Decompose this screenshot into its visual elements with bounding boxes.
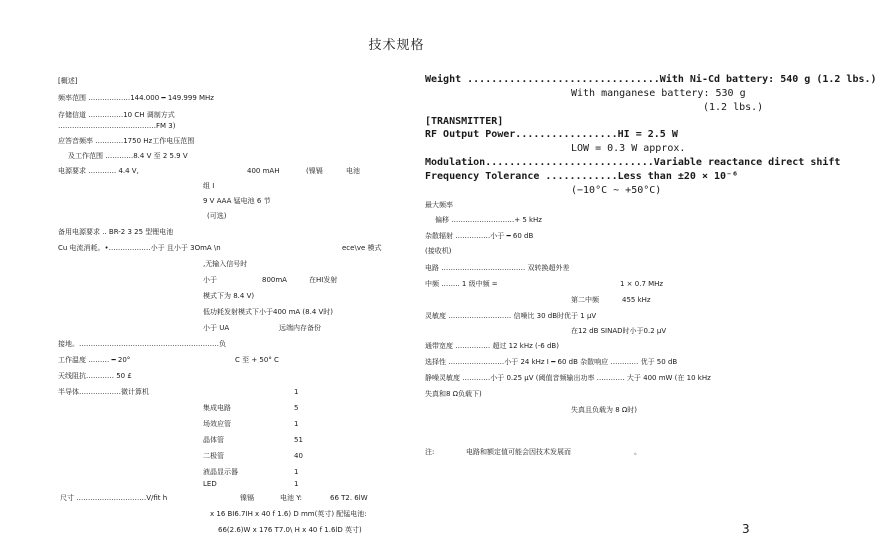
fet-count: 1 [294,420,299,428]
modulation-type: ……………………………………FM 3) [58,122,176,130]
dim-manganese: 66(2.6)W x 176 T7.0\ H x 40 f 1.6lD 英寸) [218,526,362,534]
semiconductors: 半导体………………微计算机 [58,388,149,396]
ground: 接地。……………………………………………………负 [58,340,226,348]
sensitivity: 灵敏度 ……………………… 信噪比 30 dB时优于 1 μV [425,312,597,320]
microcomputer-count: 1 [294,388,299,396]
if-first: 中频 …….. 1 级中频 = [425,280,498,288]
led-count: 1 [294,480,299,488]
rf-output-low: LOW = 0.3 W approx. [571,143,686,154]
page-number: 3 [742,522,750,536]
operating-temp: 工作温度 ……… ━ 20° [58,356,131,364]
operating-voltage: 及工作范围 …………8.4 V 至 2 5.9 V [68,152,188,160]
current-drain: Cu 电流消耗。•………………小于 且小于 3OmA \n [58,244,221,252]
diode-count: 40 [294,452,303,460]
max-deviation: 最大频率 [425,201,453,209]
standby-ua: 小于 UA [203,324,230,332]
power-requirement: 电源要求 ………… 4.4 V, [58,167,139,175]
tone-frequency: 应答音频率 …………1750 Hz工作电压范围 [58,137,195,145]
ic-count: 5 [294,404,299,412]
receiver-heading: (接收机) [425,247,452,255]
note-label: 注: [425,448,435,456]
modulation-line: Modulation............................Variable reactance direct shift [425,157,841,168]
distortion-load-2: 失真且负载为 8 Ω时) [571,406,637,414]
power-battery: 电池 [346,167,360,175]
transmitter-heading: [TRANSMITTER] [425,116,504,127]
power-nicd: (镍镉 [306,167,323,175]
antenna-impedance: 天线阻抗………… 50 £ [58,372,132,380]
dim-values: 66 T2. 6lW [330,494,368,502]
fet-label: 场效应管 [203,420,231,428]
power-capacity: 400 mAH [247,167,280,175]
page-title: 技术规格 [368,38,425,53]
dim-mm: x 16 BI6.7IH x 40 f 1.6) D mm(英寸) 配锰电池: [210,510,367,518]
dimensions: 尺寸 …………………………V/fit h [60,494,168,502]
selectivity: 选择性 ……………………小于 24 kHz I ━ 60 dB 杂散响应 ………… 优于 50 dB [425,358,678,366]
tolerance-temp: (−10°C ~ +50°C) [571,185,662,196]
transistor-label: 晶体管 [203,436,224,444]
ic-label: 集成电路 [203,404,231,412]
weight-manganese-lbs: (1.2 lbs.) [703,102,764,113]
dim-nicd: 镍镉 [240,494,254,502]
receive-mode: ece\ve 模式 [342,244,382,252]
dim-battery: 电池 Y: [280,494,302,502]
if-first-value: 1 × 0.7 MHz [620,280,664,288]
less-than-label: 小于 [203,276,217,284]
if-second: 第二中频 [571,296,599,304]
squelch-sensitivity: 静噪灵敏度 …………小于 0.25 μV (阈值音频输出功率 ………… 大于 400 mW (在 10 kHz [425,374,711,382]
weight-line: Weight ................................With Ni-Cd battery: 540 g (1.2 lbs.) [425,74,877,85]
lcd-label: 液晶显示器 [203,468,238,476]
deviation-value: 偏移 ………………………+ 5 kHz [435,216,542,224]
backup-power: 备用电源要求 .. BR-2 3 25 型锂电池 [58,228,174,236]
no-signal: ‚无输入信号时 [203,260,248,268]
spurious-emission: 杂散辐射 ……………小于 ━ 60 dB [425,232,534,240]
if-second-value: 455 kHz [622,296,651,304]
note-text: 电路和额定值可能会因技术发展而 [466,448,571,456]
lcd-count: 1 [294,468,299,476]
power-pack: 组 I [203,182,215,190]
passband-width: 通带宽度 …………… 超过 12 kHz (-6 dB) [425,342,559,350]
section-overview: [概述] [58,77,78,85]
circuit-type: 电路 ……………………………… 双转换超外差 [425,264,570,272]
frequency-tolerance: Frequency Tolerance ............Less than ±20 × 10⁻⁶ [425,171,739,182]
weight-manganese: With manganese battery: 530 g [571,88,746,99]
power-aaa: 9 V AAA 锰电池 6 节 [203,197,271,205]
memory-channels: 存储信道 ……………10 CH 调制方式 [58,111,175,119]
distortion-load: 失真和8 Ω负载下) [425,390,482,398]
hi-transmit: 在HI发射 [309,276,338,284]
low-power-mode: 低功耗发射模式下小于400 mA (8.4 V时) [203,308,334,316]
led-label: LED [203,480,217,488]
temp-range: C 至 + 50° C [235,356,279,364]
diode-label: 二极管 [203,452,224,460]
mode-voltage: 模式下为 8.4 V) [203,292,255,300]
transistor-count: 51 [294,436,303,444]
sensitivity-sinad: 在12 dB SINAD时小于0.2 μV [571,327,667,335]
frequency-range: 频率范围 ………………144.000 ━ 149.999 MHz [58,94,214,102]
note-end: 。 [634,448,641,456]
memory-backup: 远端内存备份 [279,324,321,332]
power-optional: (可选) [207,212,227,220]
current-800ma: 800mA [262,276,287,284]
rf-output-power: RF Output Power.................HI = 2.5 W [425,129,678,140]
